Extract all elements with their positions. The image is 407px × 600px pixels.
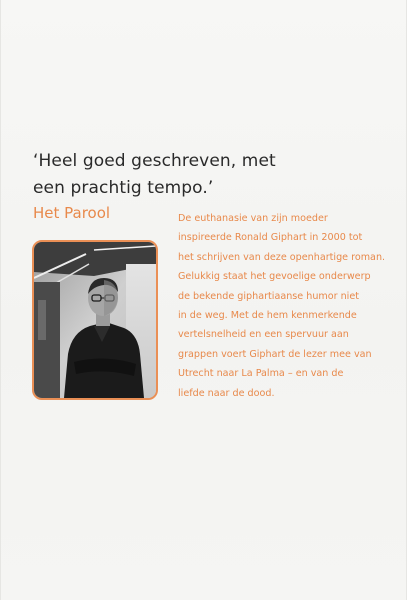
description-line: Gelukkig staat het gevoelige onderwerp: [178, 271, 371, 283]
description-line: in de weg. Met de hem kenmerkende: [178, 310, 357, 322]
description-line: vertelsnelheid en een spervuur aan: [178, 329, 349, 341]
quote-line: een prachtig tempo.’: [33, 178, 214, 198]
description-line: grappen voert Giphart de lezer mee van: [178, 348, 372, 360]
quote-source: Het Parool: [33, 204, 111, 222]
description-line: liefde naar de dood.: [178, 387, 275, 399]
book-description: [178, 209, 400, 403]
author-photo: [32, 240, 158, 400]
quote-line: ‘Heel goed geschreven, met: [33, 151, 276, 171]
review-quote: [33, 148, 393, 202]
description-line: de bekende giphartiaanse humor niet: [178, 290, 360, 302]
description-line: De euthanasie van zijn moeder: [178, 213, 328, 224]
description-line: Utrecht naar La Palma – en van de: [178, 368, 344, 380]
description-line: het schrijven van deze openhartige roman.: [178, 251, 386, 263]
author-photo-image: [34, 242, 156, 398]
description-line: inspireerde Ronald Giphart in 2000 tot: [178, 232, 363, 244]
